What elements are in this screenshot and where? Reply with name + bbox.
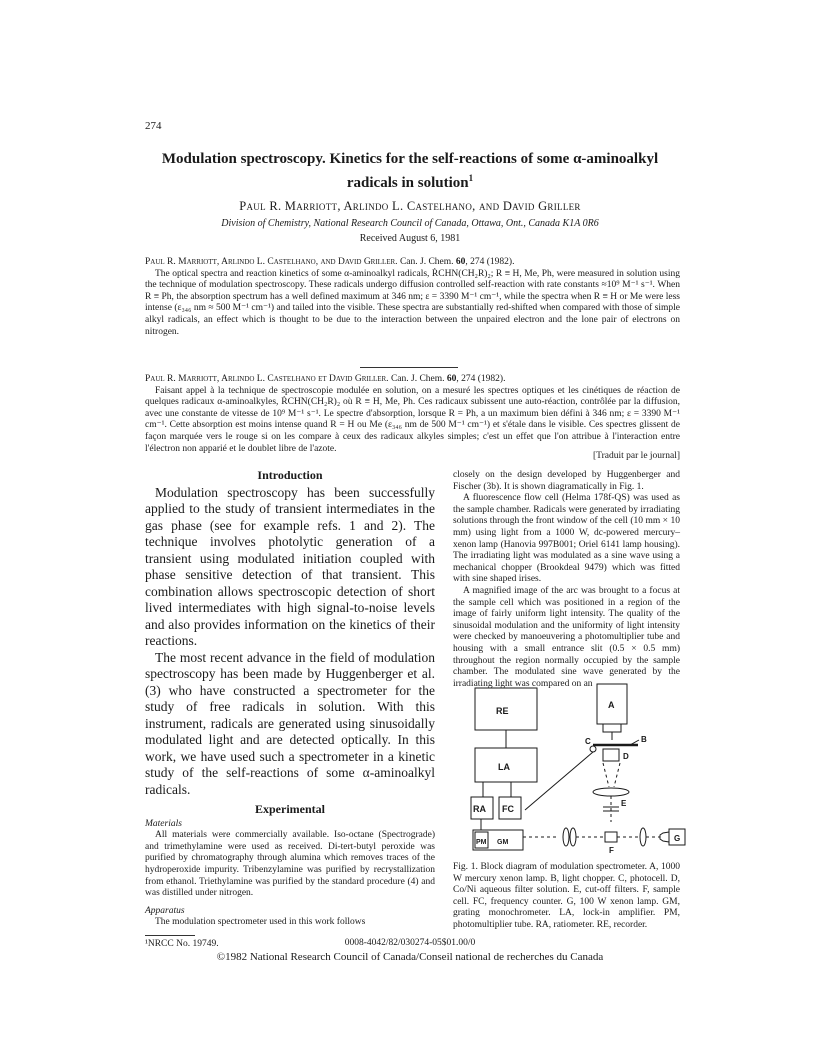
abstract-divider <box>360 367 458 368</box>
title-line-1: Modulation spectroscopy. Kinetics for the self-reactions of some α-aminoalkyl <box>161 151 659 167</box>
abstract-english <box>145 257 680 338</box>
label-b: B <box>641 735 647 744</box>
page-number: 274 <box>145 120 162 132</box>
abstract-french <box>145 374 680 455</box>
introduction-heading: Introduction <box>257 468 323 482</box>
introduction-body <box>145 485 435 799</box>
right-paragraph-3: A magnified image of the arc was brought to a focus at the sample cell which was positioned in a region of the image of fairly uniform light intensity. The quality of the sinusoidal modulation and the uniformity of light intensity were checked by manoeuvering a photomultiplier tube and housing with a small entrance slit (0.5 × 0.5 mm) throughout the region normally occupied by the sample chamber. The modulated sine wave generated by the irradiating light was compared on an <box>453 585 680 689</box>
label-d: D <box>623 752 629 761</box>
label-c: C <box>585 737 591 746</box>
right-paragraph-1: closely on the design developed by Huggenberger and Fischer (3b). It is shown diagramatically in Fig. 1. <box>453 470 680 492</box>
lens-left-1 <box>563 828 569 846</box>
experimental-heading: Experimental <box>255 802 325 817</box>
introduction-paragraph-1: Modulation spectroscopy has been successfully applied to the study of transient intermediates in the gas phase (see for example refs. 1 and 2). The technique involves photolytic generation of a transient using modulated initiation coupled with phase sensitive detection of that transient. This combination allows spectroscopic detection of short lived intermediates with high signal-to-noise levels and also provides information on the kinetics of their reactions. <box>145 484 435 649</box>
footnote-divider <box>145 935 195 936</box>
lens-left-2 <box>570 828 576 846</box>
introduction-paragraph-2: The most recent advance in the field of modulation spectroscopy has been made by Huggenberger et al. (3) who have constructed a spectrometer for the study of free radicals in solution. With this instrument, radicals are generated using sinusoidally modulated light and are detected optically. In this work, we have used such a spectrometer in a kinetic study of the self-reactions of some α-aminoalkyl radicals. <box>145 649 435 797</box>
lens-right-1 <box>640 828 646 846</box>
article-title <box>140 150 680 193</box>
label-a: A <box>608 700 615 710</box>
right-column <box>453 470 680 690</box>
right-paragraph-2: A fluorescence flow cell (Helma 178f-QS) was used as the sample chamber. Radicals were generated by irradiating solutions through the front window of the cell (10 mm × 10 mm) using light from a 1000 W, dc-powered mercury–xenon lamp (Hanovia 997B001; Oriel 6141 lamp housing). The irradiating light was modulated as a sine wave using a mechanical chopper (Brookdeal 9479) which was fitted with sine shaped irises. <box>453 493 680 585</box>
issn-line: 0008-4042/82/030274-05$01.00/0 <box>344 938 476 948</box>
apparatus-text: The modulation spectrometer used in this work follows <box>155 917 366 928</box>
label-e: E <box>621 799 627 808</box>
figure-caption: Fig. 1. Block diagram of modulation spectrometer. A, 1000 W mercury xenon lamp. B, light chopper. C, photocell. D, Co/Ni aqueous filter solution. E, cut-off filters. F, sample cell. FC, frequency counter. G, 100 W xenon lamp. GM, grating monochrometer. LA, lock-in amplifier. PM, photomultiplier tube. RA, ratiometer. RE, recorder. <box>453 862 680 930</box>
left-column <box>145 470 435 951</box>
spectrometer-block-diagram <box>463 682 688 854</box>
abstract-fr-text: Faisant appel à la technique de spectroscopie modulée en solution, on a mesuré les spectres optiques et les cinétiques de réaction de quelques radicaux α-aminoalkyles, ṘCHN(CH₂R)₂ où R ≡ H, Me, Ph. Ces radicaux subissent une auto-réaction, contrôlée par la diffusion, avec une constante de vitesse de 10⁹ M⁻¹ s⁻¹. Le spectre d'absorption, lorsque R = Ph, a un maximum bien défini à 346 nm; ε = 3390 M⁻¹ cm⁻¹. Cette absorption est moins intense quand R = H ou Me (ε₃₄₆ nm de 500 M⁻¹ cm⁻¹) et s'étale dans le visible. Ces spectres glissent de façon marquée vers le rouge si on les compare à ceux des radicaux alkyles simples; c'est un effet que l'on attribue à l'interaction entre l'électron non apparié et le doublet libre de l'azote. <box>145 385 680 454</box>
materials-text: All materials were commercially available. Iso-octane (Spectrograde) and trimethylamine were used as received. Di-tert-butyl peroxide was purified by chromatography through alumina which removes traces of the hydroperoxide impurity. Tribenzylamine was purified by recrystallization from ethanol. Triethylamine was purified by the standard procedure (4) and was distilled under nitrogen. <box>145 830 435 899</box>
translator-note: [Traduit par le journal] <box>593 451 680 461</box>
apparatus-heading: Apparatus <box>145 905 185 916</box>
photocell-c <box>590 746 596 752</box>
authors: Paul R. Marriott, Arlindo L. Castelhano, and David Griller <box>239 199 581 213</box>
label-fc: FC <box>502 804 514 814</box>
label-g: G <box>674 834 681 843</box>
abstract-en-citation: Paul R. Marriott, Arlindo L. Castelhano, and David Griller. Can. J. Chem. 60, 274 (1982). <box>145 257 515 267</box>
footnote: ¹NRCC No. 19749. <box>145 939 219 950</box>
label-f: F <box>609 846 614 854</box>
filter-d-box <box>603 749 619 761</box>
abstract-en-text: The optical spectra and reaction kinetics of some α-aminoalkyl radicals, ṘCHN(CH₂R)₂; R ≡ H, Me, Ph, were measured in solution using the technique of modulation spectroscopy. These radicals undergo diffusion controlled self-reaction with rate constants ≈10⁹ M⁻¹ s⁻¹. When R ≡ Ph, the absorption spectrum has a well defined maximum at 346 nm; ε = 3390 M⁻¹ cm⁻¹, while the spectra when R ≡ H or Me were less intense (ε₃₄₆ nm ≈ 500 M⁻¹ cm⁻¹) and tailed into the visible. These spectra are substantially red-shifted when compared with those of simple alkyl radicals, an effect which is thought to be due to the interaction between the unpaired electron and the lone pair of electrons on nitrogen. <box>145 268 680 337</box>
abstract-fr-citation: Paul R. Marriott, Arlindo L. Castelhano et David Griller. Can. J. Chem. 60, 274 (1982). <box>145 374 506 384</box>
label-gm: GM <box>497 839 509 846</box>
label-ra: RA <box>473 804 486 814</box>
focusing-lens <box>593 788 629 796</box>
materials-heading: Materials <box>145 818 182 829</box>
received-date: Received August 6, 1981 <box>359 233 461 244</box>
label-re: RE <box>496 706 509 716</box>
affiliation: Division of Chemistry, National Research Council of Canada, Ottawa, Ont., Canada K1A 0R6 <box>221 218 599 229</box>
title-line-2: radicals in solution <box>346 175 469 191</box>
copyright-line: ©1982 National Research Council of Canada/Conseil national de recherches du Canada <box>216 951 604 963</box>
title-footnote-mark: 1 <box>468 173 474 183</box>
label-pm: PM <box>476 839 487 846</box>
label-la: LA <box>498 762 510 772</box>
sample-cell-f <box>605 832 617 842</box>
